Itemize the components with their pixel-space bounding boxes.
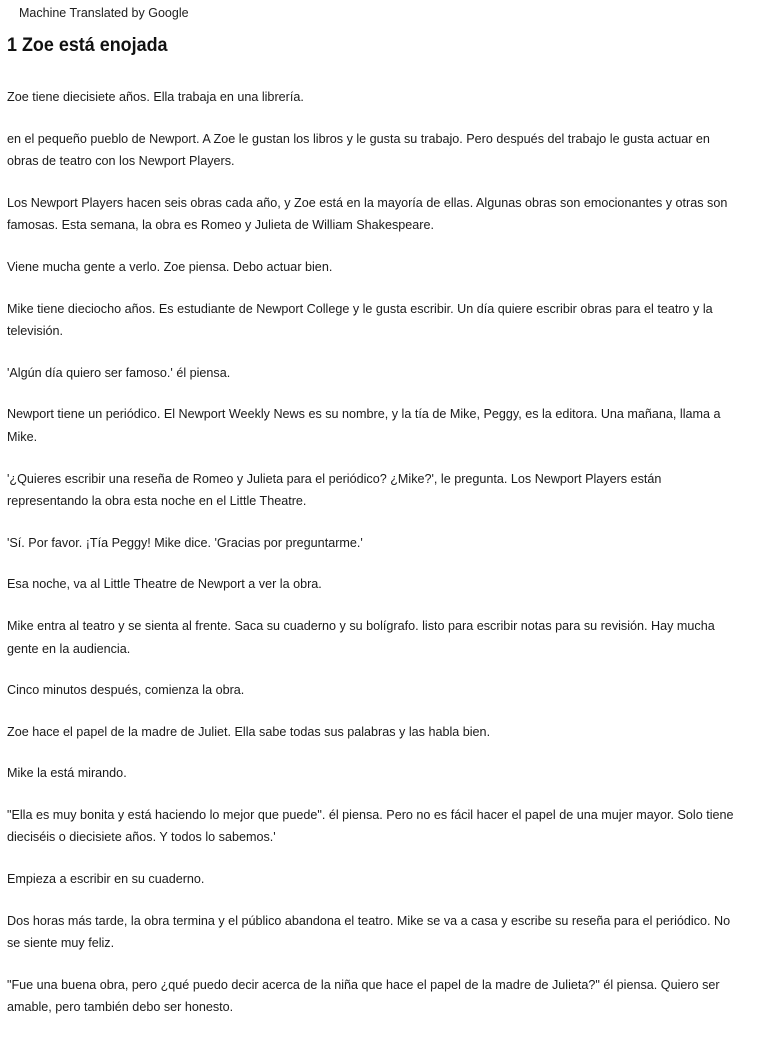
chapter-title: 1 Zoe está enojada — [7, 34, 168, 56]
paragraph: Zoe hace el papel de la madre de Juliet. Ella sabe todas sus palabras y las habla bien. — [7, 724, 491, 739]
paragraph: Mike tiene dieciocho años. Es estudiante de Newport College y le gusta escribir. Un día quiere escribir obras para el teatro y la televisión. — [7, 301, 713, 339]
paragraph: Zoe tiene diecisiete años. Ella trabaja en una librería. — [7, 90, 304, 104]
paragraph: Dos horas más tarde, la obra termina y el público abandona el teatro. Mike se va a casa y escribe su reseña para el periódico. No se siente muy feliz. — [7, 913, 731, 951]
machine-translation-banner: Machine Translated by Google — [19, 6, 189, 20]
paragraph: Los Newport Players hacen seis obras cada año, y Zoe está en la mayoría de ellas. Algunas obras son emocionantes y otras son famosas. Esta semana, la obra es Romeo y Julieta de William Shakespeare. — [7, 195, 728, 233]
paragraph: Empieza a escribir en su cuaderno. — [7, 872, 205, 887]
paragraph: "Fue una buena obra, pero ¿qué puedo decir acerca de la niña que hace el papel de la madre de Julieta?" él piensa. Quiero ser amable, pero también debo ser honesto. — [7, 977, 720, 1015]
paragraph: 'Sí. Por favor. ¡Tía Peggy! Mike dice. 'Gracias por preguntarme.' — [7, 535, 363, 550]
paragraph: Newport tiene un periódico. El Newport Weekly News es su nombre, y la tía de Mike, Peggy, es la editora. Una mañana, llama a Mike. — [7, 407, 721, 444]
paragraph: Mike entra al teatro y se sienta al frente. Saca su cuaderno y su bolígrafo. listo para escribir notas para su revisión. Hay mucha gente en la audiencia. — [7, 618, 715, 656]
paragraph: "Ella es muy bonita y está haciendo lo mejor que puede". él piensa. Pero no es fácil hacer el papel de una mujer mayor. Solo tiene dieciséis o diecisiete años. Y todos lo sabemos.' — [7, 807, 734, 845]
paragraph: Viene mucha gente a verlo. Zoe piensa. Debo actuar bien. — [7, 259, 333, 274]
paragraph: '¿Quieres escribir una reseña de Romeo y Julieta para el periódico? ¿Mike?', le pregunta. Los Newport Players están representando la obra esta noche en el Little Theatre. — [7, 471, 662, 509]
paragraph: en el pequeño pueblo de Newport. A Zoe le gustan los libros y le gusta su trabajo. Pero después del trabajo le gusta actuar en obras de teatro con los Newport Players. — [7, 131, 710, 169]
paragraph: Esa noche, va al Little Theatre de Newport a ver la obra. — [7, 577, 322, 592]
paragraph: Cinco minutos después, comienza la obra. — [7, 683, 245, 698]
paragraph: 'Algún día quiero ser famoso.' él piensa. — [7, 365, 231, 380]
chapter-body — [7, 86, 741, 1038]
paragraph: Mike la está mirando. — [7, 766, 127, 781]
